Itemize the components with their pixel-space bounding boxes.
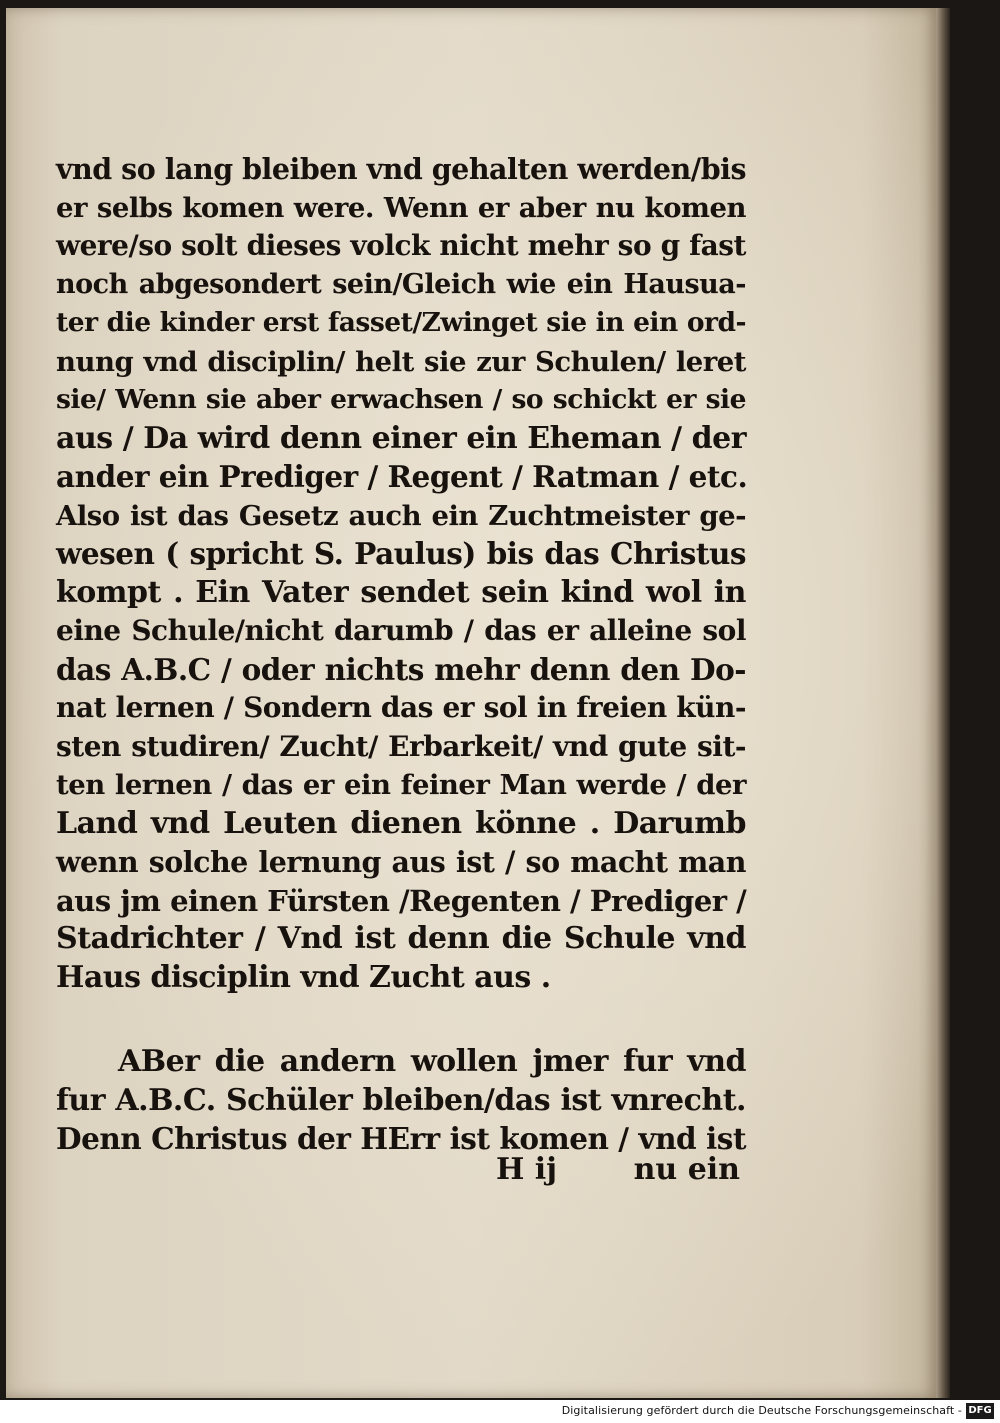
footer-credit: Digitalisierung gefördert durch die Deutsche Forschungsgemeinschaft - [561,1404,962,1417]
text-line: Stadrichter / Vnd ist denn die Schule vnd [56,921,746,956]
text-line: ter die kinder erst fasset/Zwinget sie in ein ord- [56,307,746,338]
page-body-text [56,150,746,1159]
page-edge [936,8,950,1398]
text-line: aus jm einen Fürsten /Regenten / Prediger / [56,883,747,918]
text-line: fur A.B.C. Schüler bleiben/das ist vnrecht. [56,1082,746,1118]
text-line: wenn solche lernung aus ist / so macht man [56,845,746,879]
text-line: Haus disciplin vnd Zucht aus . [56,959,551,995]
text-line: er selbs komen were. Wenn er aber nu komen [56,191,746,224]
footer-bar [0,1400,1000,1423]
text-line: eine Schule/nicht darumb / das er alleine sol [56,614,746,647]
text-line: sten studiren/ Zucht/ Erbarkeit/ vnd gute sit- [56,729,746,763]
text-line: ABer die andern wollen jmer fur vnd [118,1044,746,1079]
text-line: nung vnd disciplin/ helt sie zur Schulen/ leret [56,345,746,378]
text-line: sie/ Wenn sie aber erwachsen / so schickt er sie [56,384,746,415]
text-line: Land vnd Leuten dienen könne . Darumb [56,805,746,841]
signature-line [56,1150,746,1190]
paragraph-2 [56,1043,746,1159]
text-line: aus / Da wird denn einer ein Eheman / der [56,420,746,456]
text-line: Denn Christus der HErr ist komen / vnd ist [56,1121,746,1156]
text-line: kompt . Ein Vater sendet sein kind wol in [56,574,746,610]
text-line: noch abgesondert sein/Gleich wie ein Hausua- [56,268,746,300]
text-line: were/so solt dieses volck nicht mehr so g fast [56,229,746,262]
signature-mark: H ij [496,1152,558,1187]
paragraph-1 [56,150,746,997]
text-line: nat lernen / Sondern das er sol in freien kün- [56,691,746,724]
text-line: das A.B.C / oder nichts mehr denn den Do- [56,651,746,687]
text-line: Also ist das Gesetz auch ein Zuchtmeister ge- [56,499,746,532]
text-line: ten lernen / das er ein feiner Man werde / der [56,769,746,801]
text-line: ander ein Prediger / Regent / Ratman / etc. [56,459,748,494]
catchword: nu ein [633,1152,740,1187]
text-line: vnd so lang bleiben vnd gehalten werden/bis [56,152,746,186]
dfg-logo-icon: DFG [966,1403,994,1419]
text-line: wesen ( spricht S. Paulus) bis das Christus [56,536,746,571]
